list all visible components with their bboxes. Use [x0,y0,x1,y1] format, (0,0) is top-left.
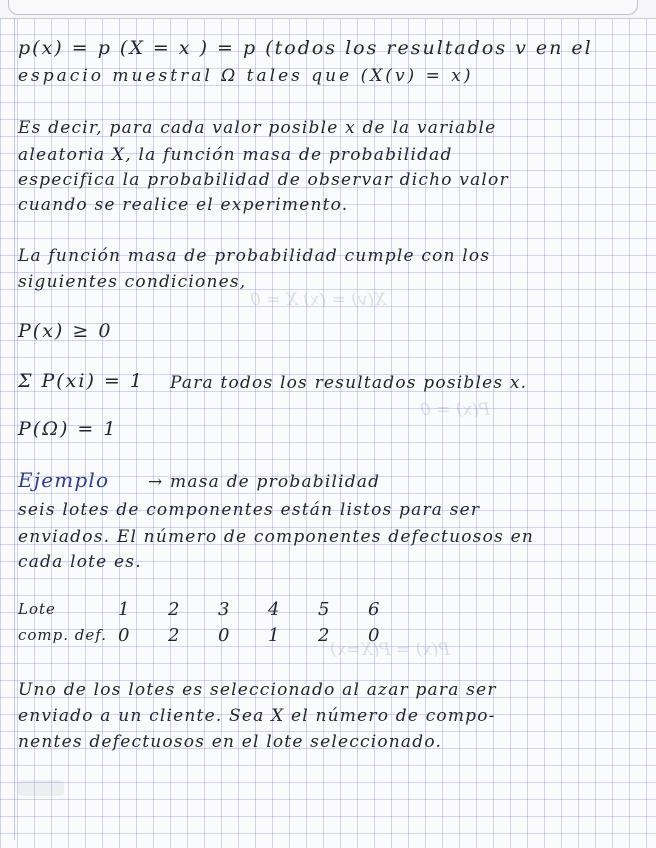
paragraph-1-line-1: Es decir, para cada valor posible x de la variable [18,118,497,138]
condition-2-formula: Σ P(xi) = 1 [18,370,144,392]
table-cell: 1 [268,624,280,646]
table-cell: 4 [268,598,280,620]
condition-3: P(Ω) = 1 [18,418,118,440]
example-heading: Ejemplo [18,468,110,492]
lots-table [18,596,418,648]
condition-2-text: Para todos los resultados posibles x. [170,373,528,393]
table-row-lote [18,596,418,622]
bleed-through-2: P(x) = 0 [420,400,491,420]
table-cell: 2 [318,624,330,646]
example-line-3: cada lote es. [18,552,142,572]
final-paragraph-line-1: Uno de los lotes es seleccionado al azar para ser [18,680,497,700]
table-cell: 2 [168,624,180,646]
paragraph-1-line-2: aleatoria X, la función masa de probabilidad [18,145,453,165]
table-cell: 0 [218,624,230,646]
table-row-comp-def [18,622,418,648]
table-cell: 0 [118,624,130,646]
example-line-2: enviados. El número de componentes defectuosos en [18,527,534,547]
definition-line-1: p(x) = p (X = x ) = p (todos los resultados v en el [18,37,593,59]
table-cell: 6 [368,598,380,620]
row-label: Lote [18,600,56,618]
definition-line-2: espacio muestral Ω tales que (X(v) = x) [18,66,474,86]
page-top-edge [0,0,656,19]
table-cell: 1 [118,598,130,620]
paragraph-1-line-4: cuando se realice el experimento. [18,195,349,215]
example-subheading: → masa de probabilidad [148,472,381,492]
final-paragraph-line-2: enviado a un cliente. Sea X el número de compo- [18,706,496,726]
paragraph-2-line-2: siguientes condiciones, [18,272,247,292]
table-cell: 2 [168,598,180,620]
bleed-through-1: X(v) = (x) X = 0 [250,290,387,310]
table-cell: 0 [368,624,380,646]
example-line-1: seis lotes de componentes están listos para ser [18,500,481,520]
table-cell: 5 [318,598,330,620]
final-paragraph-line-3: nentes defectuosos en el lote seleccionado. [18,732,443,752]
condition-1: P(x) ≥ 0 [18,320,113,342]
binding-notch [8,0,638,15]
eraser-smudge [18,780,64,796]
table-cell: 3 [218,598,230,620]
row-label: comp. def. [18,626,108,644]
margin-line [14,18,15,840]
paragraph-1-line-3: especifica la probabilidad de observar dicho valor [18,170,509,190]
bleed-through-3: P(x) = P(X=x) [330,640,450,660]
paragraph-2-line-1: La función masa de probabilidad cumple con los [18,246,491,266]
